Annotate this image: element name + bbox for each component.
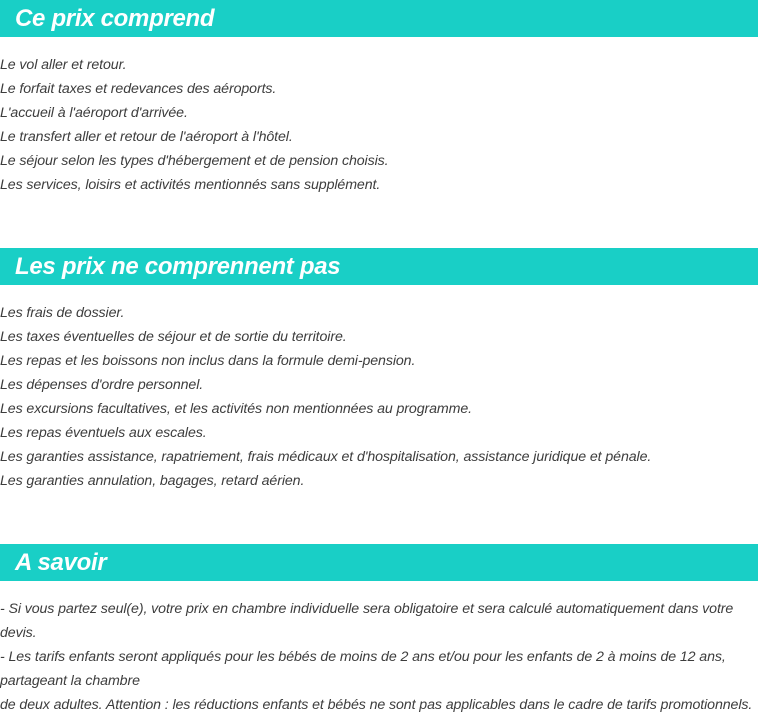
info-paragraph: - Si vous partez seul(e), votre prix en chambre individuelle sera obligatoire et sera calculé automatiquement dans votre devis.	[0, 601, 734, 641]
included-header	[0, 0, 758, 37]
list-item: Le séjour selon les types d'hébergement et de pension choisis.	[0, 153, 389, 169]
included-list	[0, 53, 758, 197]
excluded-header	[0, 248, 758, 285]
included-title: Ce prix comprend	[15, 4, 215, 32]
list-item: Les services, loisirs et activités mentionnés sans supplément.	[0, 177, 381, 193]
list-item: Les repas et les boissons non inclus dans la formule demi-pension.	[0, 353, 416, 369]
info-text	[0, 597, 758, 717]
list-item: Les garanties annulation, bagages, retard aérien.	[0, 473, 305, 489]
list-item: Les dépenses d'ordre personnel.	[0, 377, 204, 393]
info-paragraph: de deux adultes. Attention : les réductions enfants et bébés ne sont pas applicables dans le cadre de tarifs promotionnels.	[0, 697, 753, 713]
excluded-list	[0, 301, 758, 493]
list-item: Les excursions facultatives, et les activités non mentionnées au programme.	[0, 401, 472, 417]
info-title: A savoir	[15, 548, 107, 576]
list-item: Les garanties assistance, rapatriement, frais médicaux et d'hospitalisation, assistance juridique et pénale.	[0, 449, 652, 465]
list-item: Les frais de dossier.	[0, 305, 125, 321]
info-paragraph: - Les tarifs enfants seront appliqués pour les bébés de moins de 2 ans et/ou pour les enfants de 2 à moins de 12 ans, partageant la chambre	[0, 649, 726, 689]
list-item: Les taxes éventuelles de séjour et de sortie du territoire.	[0, 329, 347, 345]
list-item: Le vol aller et retour.	[0, 57, 127, 73]
excluded-title: Les prix ne comprennent pas	[15, 252, 341, 280]
list-item: L'accueil à l'aéroport d'arrivée.	[0, 105, 188, 121]
list-item: Les repas éventuels aux escales.	[0, 425, 207, 441]
info-header	[0, 544, 758, 581]
list-item: Le forfait taxes et redevances des aéroports.	[0, 81, 277, 97]
list-item: Le transfert aller et retour de l'aéroport à l'hôtel.	[0, 129, 293, 145]
